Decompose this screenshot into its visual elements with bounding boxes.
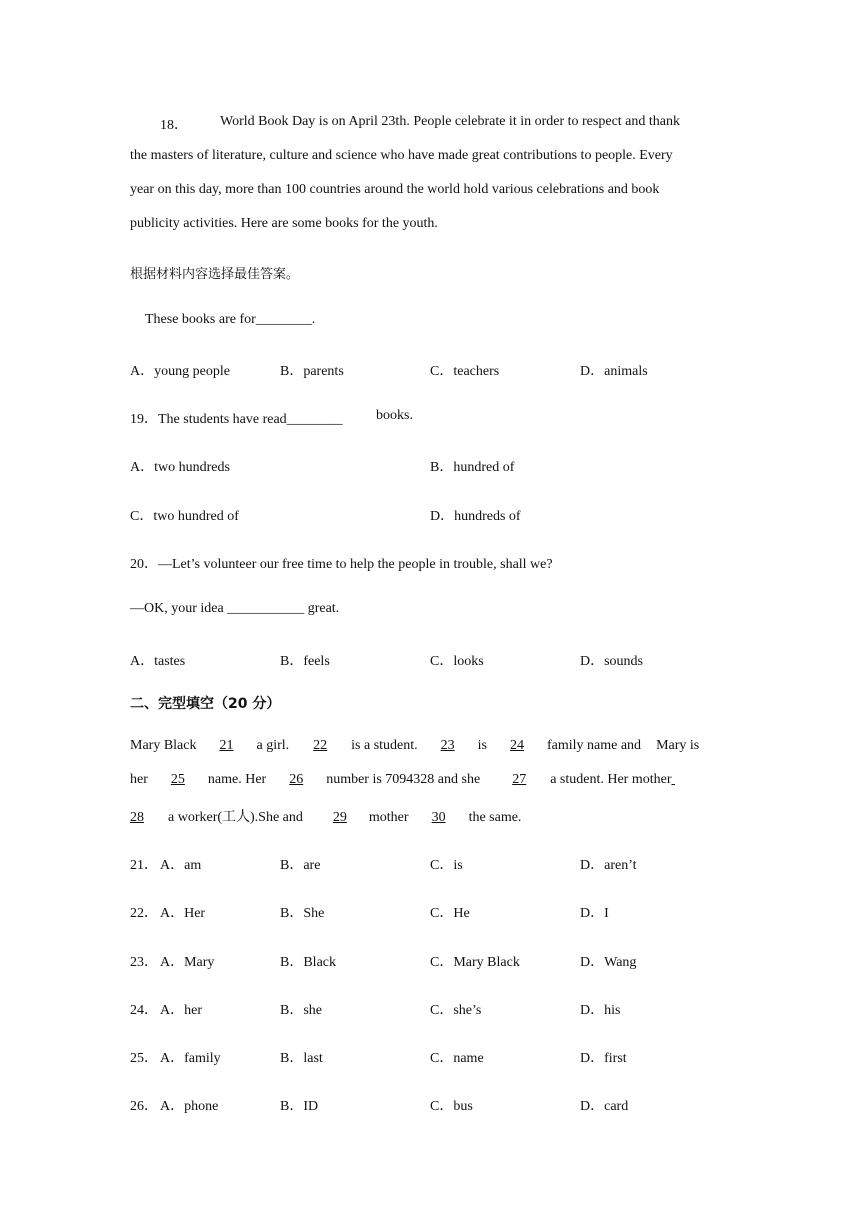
reading-line-2: the masters of literature, culture and science who have made great contributions to people. Every [130, 148, 673, 163]
blank-24: 24 [509, 738, 524, 753]
reading-line-3: year on this day, more than 100 countries around the world hold various celebrations and book [130, 182, 660, 197]
option-18-b: B．parents [280, 364, 344, 379]
option-21-d: D．aren’t [580, 858, 637, 873]
option-25-b: B．last [280, 1051, 323, 1066]
option-21-b: B．are [280, 858, 321, 873]
cloze-number-26: 26． [130, 1099, 158, 1114]
passage-text: family name and [546, 738, 642, 753]
option-20-d: D．sounds [580, 654, 644, 669]
option-25-d: D．first [580, 1051, 627, 1066]
question-stem-20: 20．—Let’s volunteer our free time to help the people in trouble, shall we? [130, 557, 553, 572]
question-stem-19-end: books. [376, 408, 413, 423]
passage-text: is [477, 738, 487, 753]
passage-line-1 [130, 738, 699, 754]
option-26-c: C．bus [430, 1099, 473, 1114]
blank-22: 22 [313, 738, 328, 753]
question-stem-19: 19．The students have read________ [130, 412, 343, 427]
option-19-b: B．hundred of [430, 460, 515, 475]
passage-text: a girl. [256, 738, 290, 753]
passage-text: number is 7094328 and she [326, 772, 481, 787]
option-23-b: B．Black [280, 955, 336, 970]
blank-28: 28 [130, 810, 144, 825]
blank-27: 27 [512, 772, 527, 787]
option-23-c: C．Mary Black [430, 955, 520, 970]
option-25-c: C．name [430, 1051, 484, 1066]
blank-23: 23 [440, 738, 455, 753]
passage-text: the same. [468, 810, 522, 825]
question-reply-20: —OK, your idea ___________ great. [130, 601, 340, 616]
blank-30: 30 [431, 810, 446, 825]
option-20-b: B．feels [280, 654, 330, 669]
cloze-number-24: 24． [130, 1003, 158, 1018]
reading-line-1: World Book Day is on April 23th. People celebrate it in order to respect and thank [220, 114, 680, 129]
instruction-text: 根据材料内容选择最佳答案。 [130, 267, 300, 282]
option-22-c: C．He [430, 906, 470, 921]
question-stem-18: These books are for________. [145, 312, 316, 327]
option-24-a: A．her [160, 1003, 202, 1018]
passage-text: is a student. [351, 738, 418, 753]
question-number-18: 18． [160, 118, 188, 133]
option-22-d: D．I [580, 906, 609, 921]
option-23-a: A．Mary [160, 955, 215, 970]
passage-text: mother [368, 810, 409, 825]
blank-25: 25 [170, 772, 185, 787]
cloze-number-21: 21． [130, 858, 158, 873]
option-25-a: A．family [160, 1051, 221, 1066]
passage-text: a student. Her mother [550, 772, 672, 787]
passage-text: Mary Black [130, 738, 197, 753]
cloze-number-25: 25． [130, 1051, 158, 1066]
option-26-a: A．phone [160, 1099, 219, 1114]
passage-text: name. Her [207, 772, 267, 787]
option-18-c: C．teachers [430, 364, 500, 379]
blank-26: 26 [289, 772, 304, 787]
passage-text: a worker(工人).She and [168, 810, 303, 825]
option-26-b: B．ID [280, 1099, 319, 1114]
blank-28-lead [671, 772, 693, 788]
cloze-number-23: 23． [130, 955, 158, 970]
cloze-number-22: 22． [130, 906, 158, 921]
option-23-d: D．Wang [580, 955, 637, 970]
option-18-a: A．young people [130, 364, 230, 379]
option-20-a: A．tastes [130, 654, 186, 669]
option-21-c: C．is [430, 858, 463, 873]
option-24-d: D．his [580, 1003, 621, 1018]
option-22-b: B．She [280, 906, 325, 921]
option-24-b: B．she [280, 1003, 322, 1018]
reading-line-4: publicity activities. Here are some books for the youth. [130, 216, 438, 231]
passage-line-2 [130, 772, 693, 788]
option-18-d: D．animals [580, 364, 648, 379]
option-22-a: A．Her [160, 906, 206, 921]
option-26-d: D．card [580, 1099, 629, 1114]
blank-21: 21 [219, 738, 234, 753]
blank-29: 29 [332, 810, 347, 825]
passage-text: her [130, 772, 148, 787]
option-24-c: C．she’s [430, 1003, 482, 1018]
option-20-c: C．looks [430, 654, 484, 669]
section-heading: 二、完型填空（20 分） [130, 696, 281, 712]
passage-text: Mary is [656, 738, 700, 753]
option-21-a: A．am [160, 858, 202, 873]
option-19-d: D．hundreds of [430, 509, 521, 524]
option-19-c: C．two hundred of [130, 509, 239, 524]
option-19-a: A．two hundreds [130, 460, 230, 475]
passage-line-3 [130, 806, 521, 826]
